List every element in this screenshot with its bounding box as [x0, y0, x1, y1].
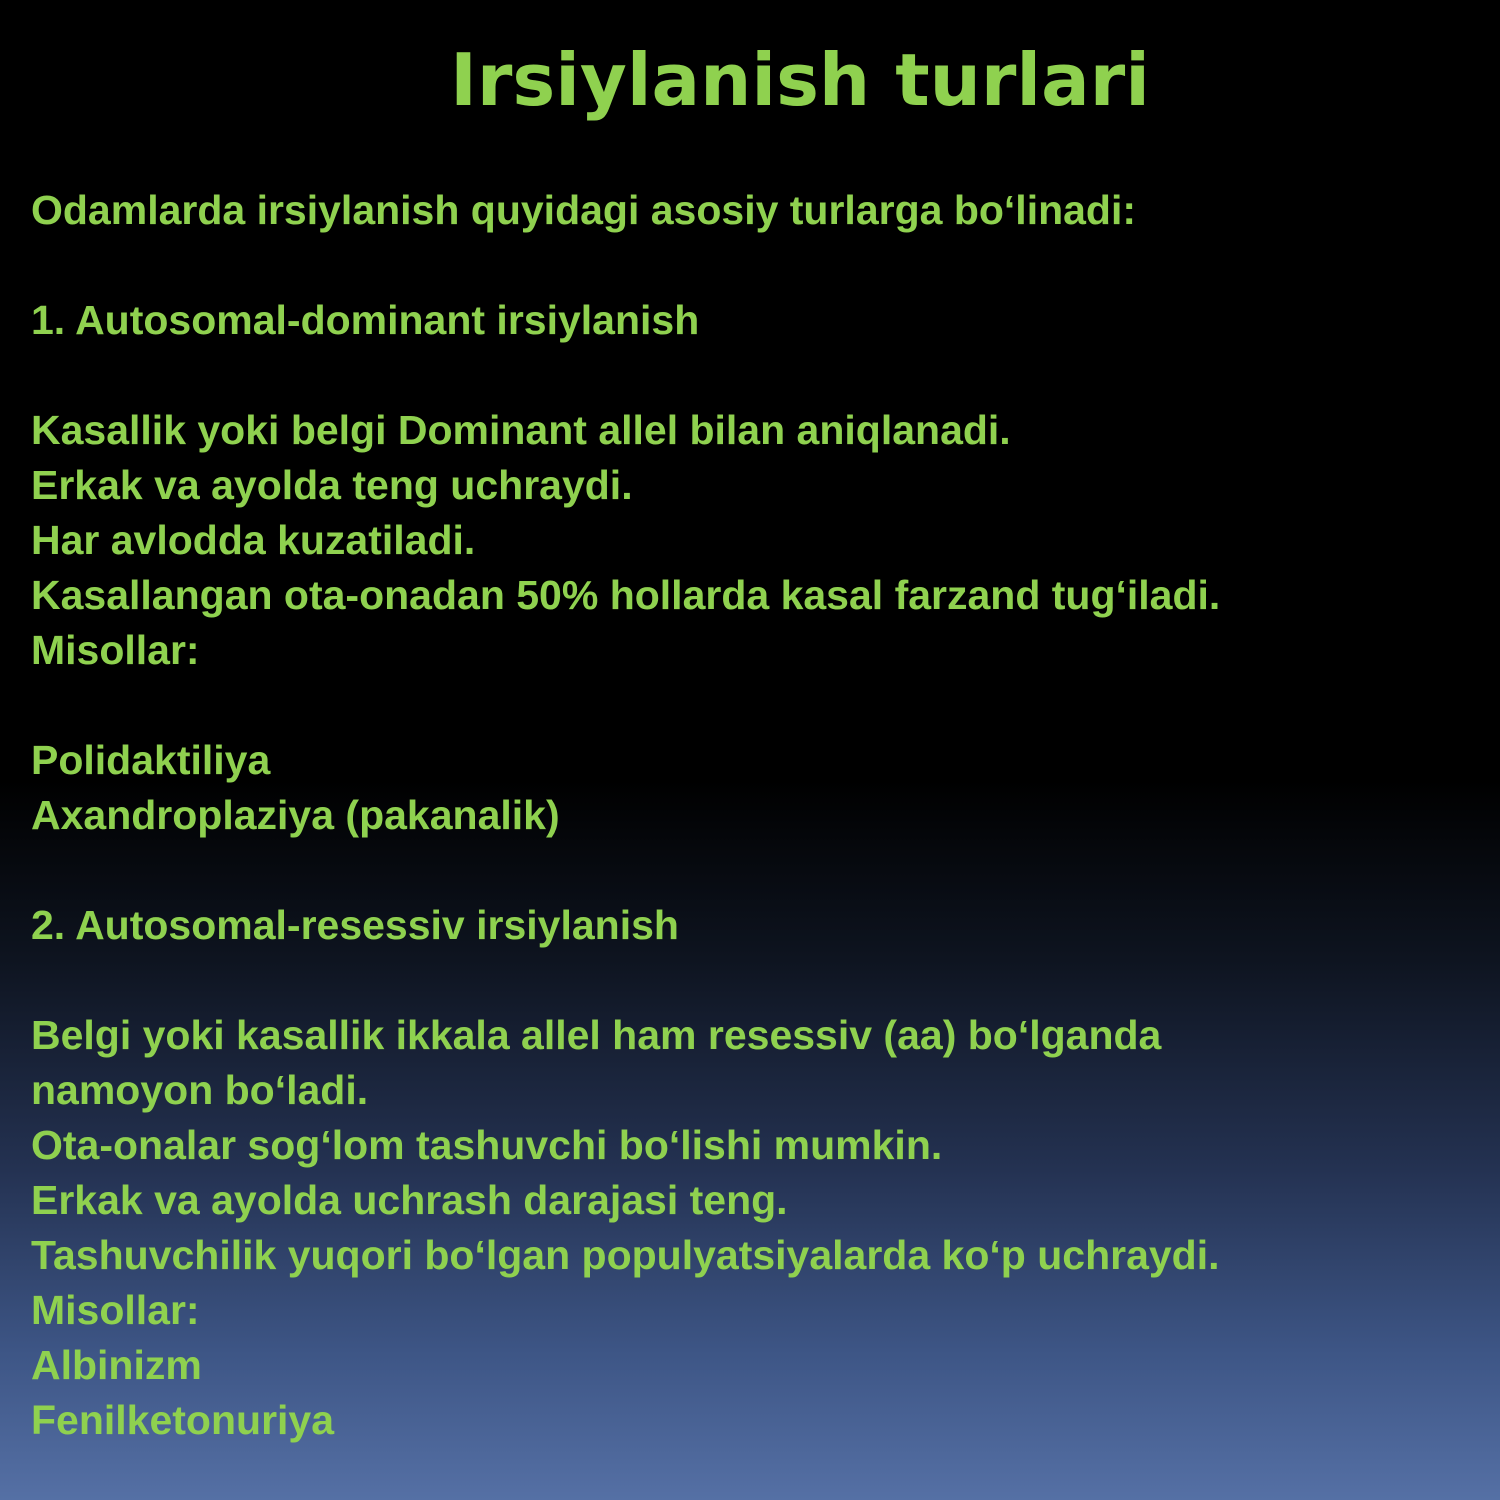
dominant-line: Kasallik yoki belgi Dominant allel bilan aniqlanadi.	[31, 407, 1011, 453]
section-heading-recessive: 2. Autosomal-resessiv irsiylanish	[31, 902, 679, 948]
recessive-line: Ota-onalar sog‘lom tashuvchi bo‘lishi mumkin.	[31, 1122, 943, 1168]
recessive-example: Fenilketonuriya	[31, 1397, 335, 1443]
recessive-line: namoyon bo‘ladi.	[31, 1067, 369, 1113]
dominant-line: Kasallangan ota-onadan 50% hollarda kasal farzand tug‘iladi.	[31, 572, 1221, 618]
dominant-examples-label: Misollar:	[31, 627, 200, 673]
section-heading-dominant: 1. Autosomal-dominant irsiylanish	[31, 297, 700, 343]
recessive-line: Tashuvchilik yuqori bo‘lgan populyatsiyalarda ko‘p uchraydi.	[31, 1232, 1220, 1278]
title-area	[0, 0, 1500, 140]
recessive-line: Erkak va ayolda uchrash darajasi teng.	[31, 1177, 788, 1223]
spacer	[31, 348, 1471, 403]
dominant-example: Axandroplaziya (pakanalik)	[31, 792, 560, 838]
slide-body	[31, 183, 1471, 1448]
recessive-examples-label: Misollar:	[31, 1287, 200, 1333]
intro-text: Odamlarda irsiylanish quyidagi asosiy turlarga bo‘linadi:	[31, 187, 1137, 233]
spacer	[31, 238, 1471, 293]
recessive-line: Belgi yoki kasallik ikkala allel ham resessiv (aa) bo‘lganda	[31, 1012, 1162, 1058]
dominant-example: Polidaktiliya	[31, 737, 271, 783]
spacer	[31, 953, 1471, 1008]
recessive-example: Albinizm	[31, 1342, 202, 1388]
slide-title: Irsiylanish turlari	[450, 38, 1150, 122]
dominant-line: Erkak va ayolda teng uchraydi.	[31, 462, 633, 508]
spacer	[31, 843, 1471, 898]
spacer	[31, 678, 1471, 733]
dominant-line: Har avlodda kuzatiladi.	[31, 517, 476, 563]
